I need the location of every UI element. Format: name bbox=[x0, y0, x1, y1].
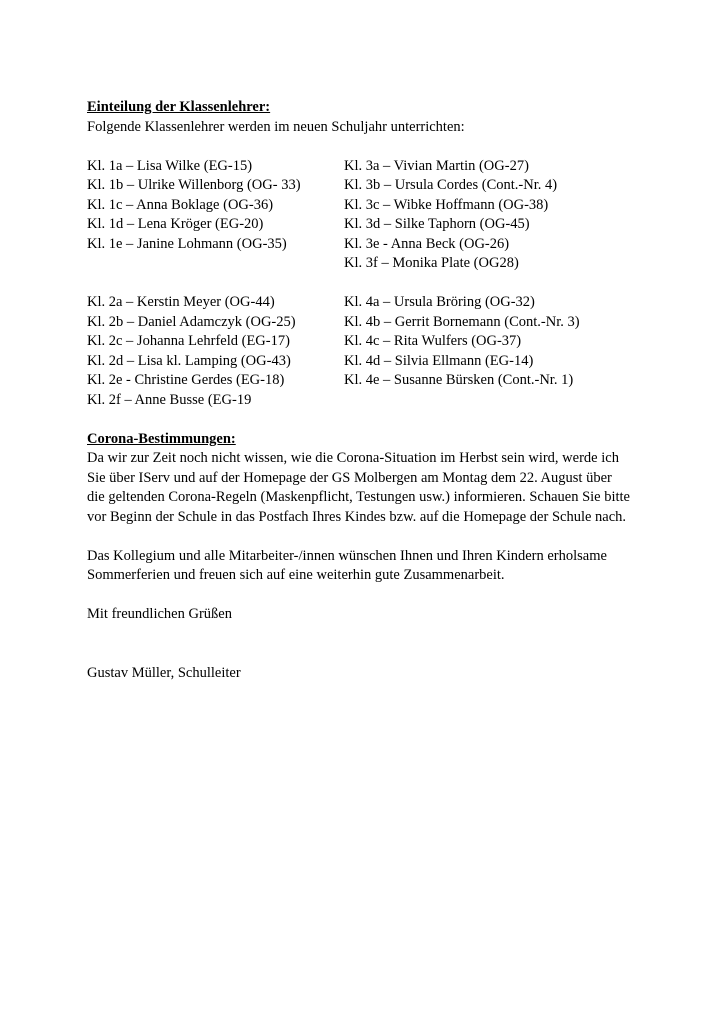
teacher-list-group-1 bbox=[87, 157, 687, 274]
teacher-column-right bbox=[344, 157, 644, 274]
signature: Gustav Müller, Schulleiter bbox=[87, 664, 241, 681]
teacher-entry: Kl. 3e - Anna Beck (OG-26) bbox=[344, 235, 510, 252]
corona-section bbox=[87, 430, 687, 528]
teachers-heading: Einteilung der Klassenlehrer: bbox=[87, 99, 271, 115]
corona-text-line: Da wir zur Zeit noch nicht wissen, wie die Corona-Situation im Herbst sein wird, werde ich bbox=[87, 450, 619, 466]
corona-text-line: die geltenden Corona-Regeln (Maskenpflicht, Testungen usw.) informieren. Schauen Sie bitte bbox=[87, 489, 630, 505]
teacher-entry: Kl. 4a – Ursula Bröring (OG-32) bbox=[344, 294, 535, 310]
teacher-entry: Kl. 3f – Monika Plate (OG28) bbox=[344, 255, 519, 271]
teacher-entry: Kl. 1a – Lisa Wilke (EG-15) bbox=[87, 157, 253, 174]
teacher-entry: Kl. 4c – Rita Wulfers (OG-37) bbox=[344, 333, 522, 349]
letter-page bbox=[87, 98, 687, 683]
teacher-entry: Kl. 4d – Silvia Ellmann (EG-14) bbox=[344, 352, 534, 369]
closing-paragraph bbox=[87, 547, 687, 586]
teacher-list-group-2 bbox=[87, 293, 687, 410]
teacher-column-left bbox=[87, 157, 344, 274]
teacher-column-right bbox=[344, 293, 644, 410]
teacher-entry: Kl. 1d – Lena Kröger (EG-20) bbox=[87, 216, 264, 232]
closing-text-line: Sommerferien und freuen sich auf eine weiterhin gute Zusammenarbeit. bbox=[87, 567, 505, 583]
teacher-entry: Kl. 3a – Vivian Martin (OG-27) bbox=[344, 157, 529, 174]
teacher-entry: Kl. 3b – Ursula Cordes (Cont.-Nr. 4) bbox=[344, 177, 558, 193]
teacher-entry: Kl. 2f – Anne Busse (EG-19 bbox=[87, 391, 252, 408]
teacher-entry: Kl. 2b – Daniel Adamczyk (OG-25) bbox=[87, 313, 296, 330]
corona-heading: Corona-Bestimmungen: bbox=[87, 430, 236, 447]
teacher-entry: Kl. 2e - Christine Gerdes (EG-18) bbox=[87, 372, 285, 388]
teacher-entry: Kl. 4b – Gerrit Bornemann (Cont.-Nr. 3) bbox=[344, 313, 580, 330]
teachers-intro: Folgende Klassenlehrer werden im neuen Schuljahr unterrichten: bbox=[87, 118, 465, 135]
teacher-entry: Kl. 2c – Johanna Lehrfeld (EG-17) bbox=[87, 333, 290, 349]
corona-text-line: vor Beginn der Schule in das Postfach Ihres Kindes bzw. auf die Homepage der Schule nach. bbox=[87, 508, 627, 525]
closing-text-line: Das Kollegium und alle Mitarbeiter-/innen wünschen Ihnen und Ihren Kindern erholsame bbox=[87, 547, 607, 564]
teacher-entry: Kl. 3c – Wibke Hoffmann (OG-38) bbox=[344, 196, 549, 213]
teacher-entry: Kl. 1e – Janine Lohmann (OG-35) bbox=[87, 235, 287, 252]
corona-text-line: Sie über IServ und auf der Homepage der GS Molbergen am Montag dem 22. August über bbox=[87, 469, 612, 486]
teacher-entry: Kl. 1c – Anna Boklage (OG-36) bbox=[87, 196, 274, 213]
teacher-entry: Kl. 2d – Lisa kl. Lamping (OG-43) bbox=[87, 352, 291, 369]
teacher-entry: Kl. 4e – Susanne Bürsken (Cont.-Nr. 1) bbox=[344, 372, 574, 388]
teacher-entry: Kl. 3d – Silke Taphorn (OG-45) bbox=[344, 216, 530, 232]
teacher-entry: Kl. 1b – Ulrike Willenborg (OG- 33) bbox=[87, 177, 301, 193]
greeting: Mit freundlichen Grüßen bbox=[87, 606, 232, 622]
teacher-entry: Kl. 2a – Kerstin Meyer (OG-44) bbox=[87, 294, 275, 310]
teacher-column-left bbox=[87, 293, 344, 410]
